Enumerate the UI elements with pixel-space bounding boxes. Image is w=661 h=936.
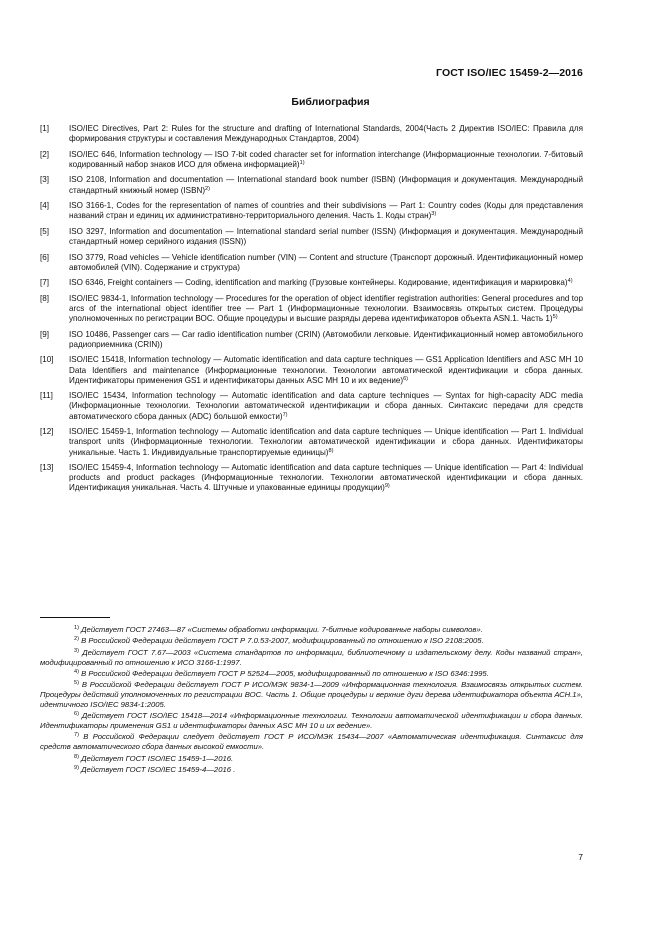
entry-number: [2] bbox=[40, 149, 49, 159]
entry-body: ISO/IEC 15459-4, Information technology — Automatic identification and data capture techniques — Unique identification — Part 4: Individual products and product packages (Информационные технологии. Технологии автоматической идентификации и сбора данных. Идентификация уникальная. Часть 4. Штучные и упакованные единицы продукции) bbox=[69, 463, 583, 493]
entry-text bbox=[69, 294, 583, 325]
bibliography-entry bbox=[40, 201, 583, 221]
footnote bbox=[40, 625, 583, 635]
footnote-mark: 4) bbox=[74, 668, 79, 675]
entry-number: [11] bbox=[40, 391, 53, 401]
footnote bbox=[40, 765, 583, 775]
entry-number: [9] bbox=[40, 329, 49, 339]
bibliography-entry bbox=[40, 227, 583, 247]
footnote-text: В Российской Федерации действует ГОСТ Р 52524—2005, модифицированный по отношению к ISO 6346:1995. bbox=[81, 668, 489, 678]
footnote bbox=[40, 669, 583, 679]
entry-number: [5] bbox=[40, 226, 49, 236]
footnote-text: В Российской Федерации следует действует ГОСТ Р ИСО/МЭК 15434—2007 «Автоматическая идентификация. Синтаксис для средств автоматического сбора данных высокой емкости». bbox=[40, 732, 583, 752]
entry-text bbox=[69, 253, 583, 273]
footnote-ref: 9) bbox=[384, 483, 390, 490]
entry-body: ISO/IEC 15434, Information technology — Automatic identification and data capture techniques — Syntax for high-capacity ADC media (Информационные технологии. Технологии автоматической идентификации и сбора данных. Синтаксис передачи для средств автоматического сбора данных (ADC) большой емкости) bbox=[69, 391, 583, 421]
section-title: Библиография bbox=[291, 96, 370, 108]
bibliography-entry bbox=[40, 150, 583, 170]
footnote-mark: 5) bbox=[74, 680, 79, 687]
footnote-ref: 8) bbox=[328, 447, 334, 454]
entry-text bbox=[69, 278, 583, 288]
footnote-text: В Российской Федерации действует ГОСТ Р 7.0.53-2007, модифицированный по отношению к ISO 2108:2005. bbox=[81, 636, 484, 646]
entry-text bbox=[69, 355, 583, 386]
footnote-mark: 1) bbox=[74, 625, 79, 631]
footnote-mark: 9) bbox=[74, 764, 79, 771]
footnotes-list bbox=[40, 625, 583, 776]
footnote-ref: 6) bbox=[403, 375, 409, 382]
footnote-ref: 3) bbox=[431, 211, 437, 218]
entry-body: ISO 6346, Freight containers — Coding, identification and marking (Грузовые контейнеры. Кодирование, идентификация и маркировка) bbox=[69, 278, 568, 288]
footnote bbox=[40, 711, 583, 731]
page-number: 7 bbox=[578, 852, 583, 862]
entry-body: ISO/IEC Directives, Part 2: Rules for the structure and drafting of International Standards, 2004(Часть 2 Директив ISO/IEC: Правила для формирования структуры и составления Международных Стандартов, 2004) bbox=[69, 124, 583, 144]
footnote-mark: 3) bbox=[74, 647, 79, 654]
entry-number: [6] bbox=[40, 252, 49, 262]
footnote-separator bbox=[40, 617, 110, 618]
bibliography-entry bbox=[40, 355, 583, 386]
entry-body: ISO/IEC 646, Information technology — ISO 7-bit coded character set for information interchange (Информационные технологии. 7-битовый кодированный набор знаков ИСО для обмена информацией) bbox=[69, 149, 583, 169]
footnote-mark: 2) bbox=[74, 636, 79, 643]
footnote-mark: 6) bbox=[74, 711, 79, 718]
footnote-ref: 2) bbox=[205, 185, 211, 192]
entry-text bbox=[69, 330, 583, 350]
entry-body: ISO 3779, Road vehicles — Vehicle identification number (VIN) — Content and structure (Транспорт дорожный. Идентификационный номер автомобилей (VIN). Содержание и структура) bbox=[69, 252, 583, 272]
entry-number: [8] bbox=[40, 293, 49, 303]
page-header-code: ГОСТ ISO/IEC 15459-2—2016 bbox=[436, 67, 583, 79]
entry-body: ISO 3297, Information and documentation — International standard serial number (ISSN) (Информация и документация. Международный стандартный номер серийного издания (ISSN)) bbox=[69, 226, 583, 247]
footnote bbox=[40, 754, 583, 764]
entry-text bbox=[69, 124, 583, 144]
entry-text bbox=[69, 463, 583, 494]
footnote-ref: 1) bbox=[299, 159, 305, 166]
entry-body: ISO/IEC 15418, Information technology — Automatic identification and data capture techniques — GS1 Application Identifiers and ASC MH 10 Data Identifiers and maintenance (Информационные технологии. Технологии автоматической идентификации и сбора данных. Идентификаторы применения GS1 и идентификаторы данных ASC MH 10 и их ведение) bbox=[69, 355, 583, 385]
bibliography-list bbox=[40, 124, 583, 499]
entry-number: [13] bbox=[40, 463, 54, 473]
entry-number: [7] bbox=[40, 278, 49, 288]
footnote-text: Действует ГОСТ 7.67—2003 «Система стандартов по информации, библиотечному и издательскому делу. Коды названий стран», модифицированный по отношению к ИСО 3166-1:1997. bbox=[40, 647, 583, 667]
bibliography-entry bbox=[40, 427, 583, 458]
footnote bbox=[40, 732, 583, 752]
footnote-text: Действует ГОСТ ISO/IEC 15459-4—2016 . bbox=[81, 764, 236, 774]
footnote-ref: 7) bbox=[282, 411, 288, 418]
entry-body: ISO 10486, Passenger cars — Car radio identification number (CRIN) (Автомобили легковые. Идентификационный номер автомобильного радиоприемника (CRIN)) bbox=[69, 329, 583, 349]
entry-text bbox=[69, 391, 583, 422]
entry-number: [3] bbox=[40, 175, 49, 185]
bibliography-entry bbox=[40, 330, 583, 350]
footnote-text: Действует ГОСТ ISO/IEC 15418—2014 «Информационные технологии. Технологии автоматической идентификации и сбора данных. Идентификаторы применения GS1 и идентификаторы данных ASC MH 10 и их ведение». bbox=[40, 711, 583, 731]
entry-body: ISO/IEC 15459-1, Information technology — Automatic identification and data capture techniques — Unique identification — Part 1. Individual transport units (Информационные технологии. Технологии автоматической идентификации и сбора данных. Идентификаторы уникальные. Часть 1. Индивидуальные транспортируемые единицы) bbox=[69, 427, 583, 457]
bibliography-entry bbox=[40, 463, 583, 494]
bibliography-entry bbox=[40, 278, 583, 288]
entry-number: [10] bbox=[40, 355, 54, 365]
bibliography-entry bbox=[40, 391, 583, 422]
footnote-mark: 8) bbox=[74, 753, 79, 760]
footnote bbox=[40, 636, 583, 646]
entry-number: [12] bbox=[40, 427, 54, 437]
footnote-ref: 5) bbox=[552, 314, 558, 321]
footnote bbox=[40, 648, 583, 668]
entry-text bbox=[69, 227, 583, 247]
footnote-ref: 4) bbox=[567, 278, 573, 285]
footnote bbox=[40, 680, 583, 710]
footnote-text: Действует ГОСТ 27463—87 «Системы обработки информации. 7-битные кодированные наборы символов». bbox=[81, 625, 483, 634]
entry-body: ISO 2108, Information and documentation — International standard book number (ISBN) (Информация и документация. Международный стандартный книжный номер (ISBN) bbox=[69, 175, 583, 195]
entry-number: [1] bbox=[40, 124, 49, 133]
footnote-text: В Российской Федерации действует ГОСТ Р ИСО/МЭК 9834-1—2009 «Информационная технология. Взаимосвязь открытых систем. Процедуры действий уполномоченных по регистрации ВОС. Часть 1. Общие процедуры и верхние дуги дерева идентификатора объекта АСН.1», идентичного ISO/IEC 9834-1:2005. bbox=[40, 680, 583, 709]
entry-text bbox=[69, 427, 583, 458]
bibliography-entry bbox=[40, 253, 583, 273]
entry-text bbox=[69, 175, 583, 195]
bibliography-entry bbox=[40, 175, 583, 195]
entry-number: [4] bbox=[40, 201, 49, 211]
bibliography-entry bbox=[40, 294, 583, 325]
entry-text bbox=[69, 150, 583, 170]
footnote-text: Действует ГОСТ ISO/IEC 15459-1—2016. bbox=[81, 753, 234, 763]
footnote-mark: 7) bbox=[74, 732, 79, 739]
entry-body: ISO/IEC 9834-1, Information technology — Procedures for the operation of object identifier registration authorities: General procedures and top arcs of the international object identifier tree — Part 1 (Информационные технологии. Взаимосвязь открытых систем. Процедуры уполномоченных по регистрации ВОС. Общие процедуры и высшие разряды дерева идентификаторов объекта ASN.1. Часть 1) bbox=[69, 293, 583, 324]
entry-text bbox=[69, 201, 583, 221]
entry-body: ISO 3166-1, Codes for the representation of names of countries and their subdivisions — Part 1: Country codes (Коды для представления названий стран и единиц их административно-территориального деления. Часть 1. Коды стран) bbox=[69, 201, 583, 221]
bibliography-entry bbox=[40, 124, 583, 144]
